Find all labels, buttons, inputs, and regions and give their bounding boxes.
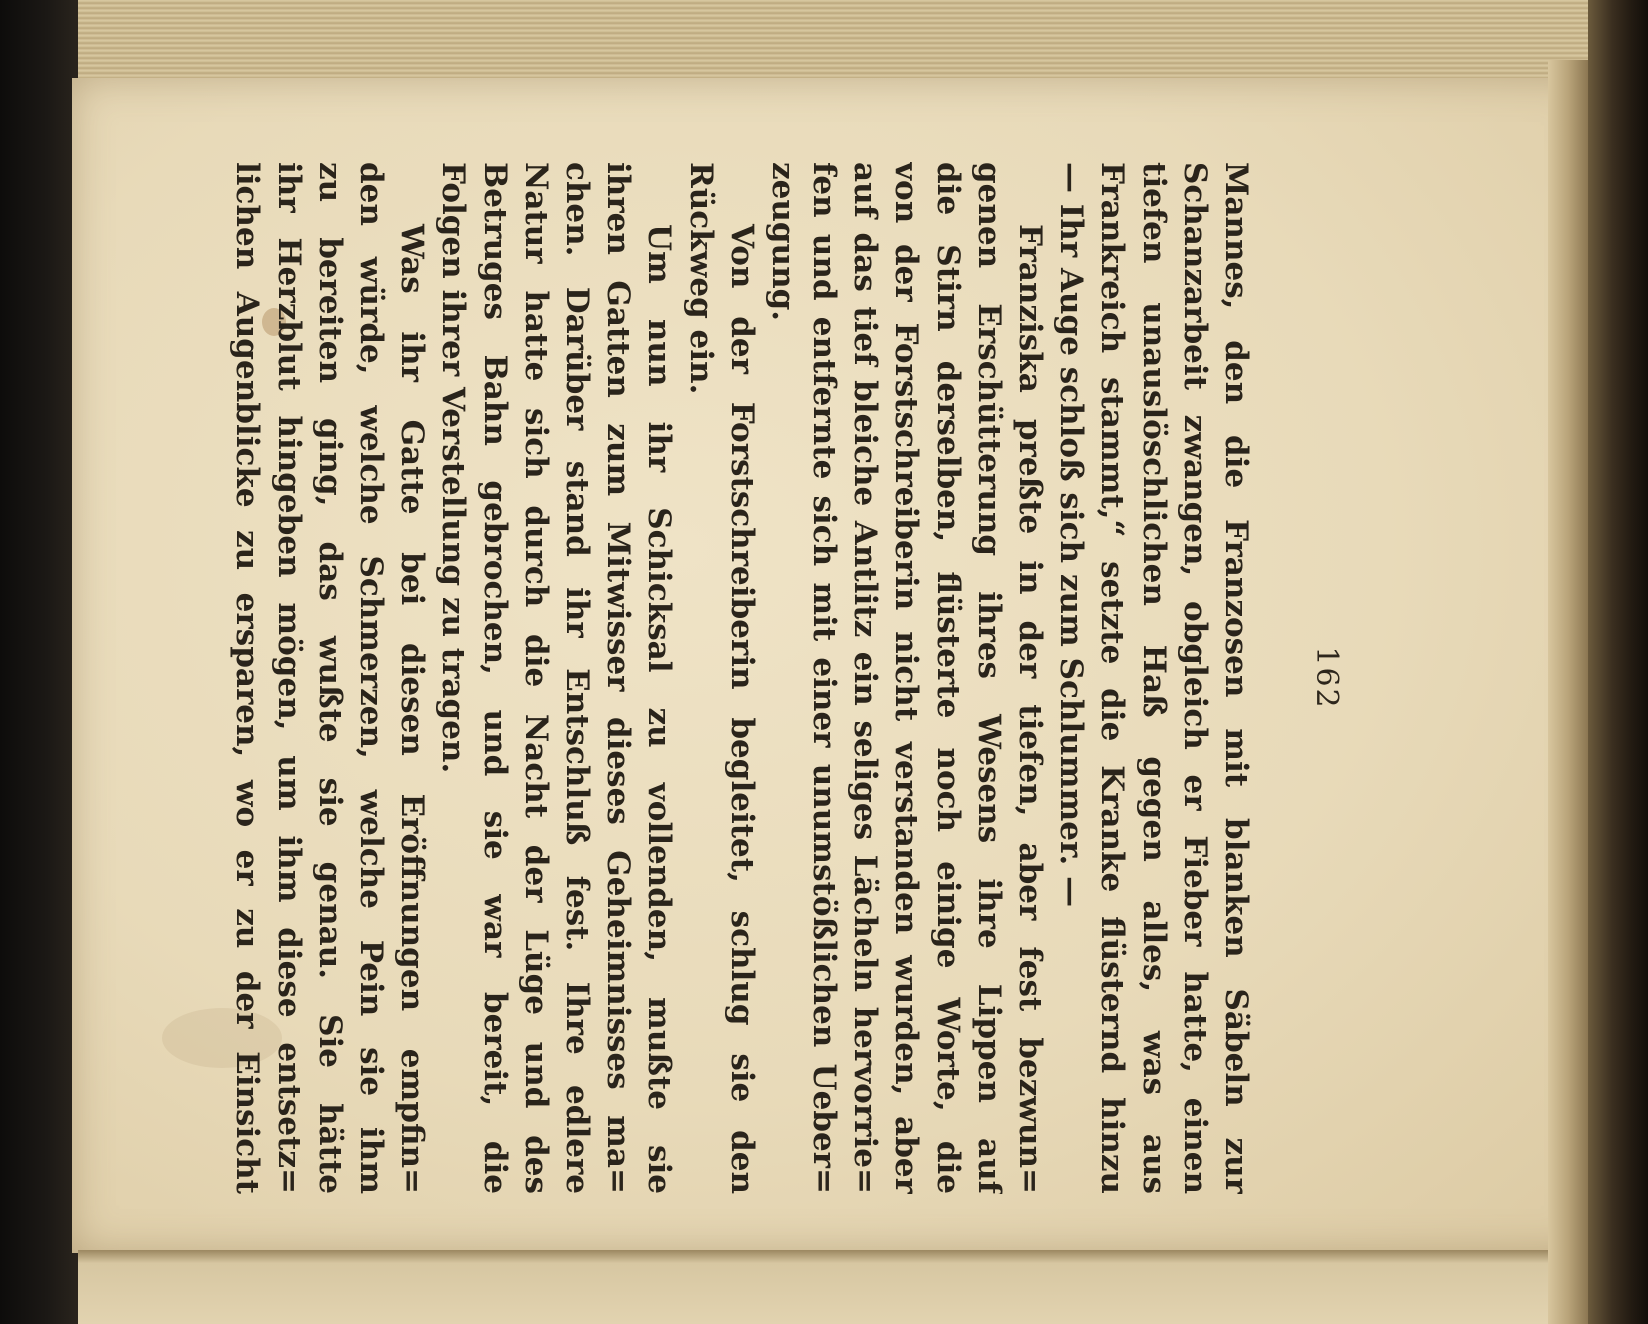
text-line: Rückweg ein. xyxy=(682,162,719,395)
text-line: Franziska preßte in der tiefen, aber fest bezwun= xyxy=(1012,224,1049,1194)
text-line: Folgen ihrer Verstellung zu tragen. xyxy=(435,162,472,774)
text-line: tiefen unauslöschlichen Haß gegen alles, was aus xyxy=(1135,162,1172,1194)
text-line: — Ihr Auge schloß sich zum Schlummer. — xyxy=(1053,162,1090,908)
body-text xyxy=(226,162,1256,1194)
text-line: Schanzarbeit zwangen, obgleich er Fieber hatte, einen xyxy=(1176,162,1213,1194)
text-line: Natur hatte sich durch die Nacht der Lüge und des xyxy=(517,162,554,1194)
text-line: Was ihr Gatte bei diesen Eröffnungen empfin= xyxy=(394,224,431,1194)
text-line: ihren Gatten zum Mitwisser dieses Geheimnisses ma= xyxy=(600,162,637,1194)
text-line: zu bereiten ging, das wußte sie genau. Sie hätte xyxy=(311,162,348,1194)
page-number: 162 xyxy=(1309,646,1344,710)
text-line: genen Erschütterung ihres Wesens ihre Lippen auf xyxy=(970,162,1007,1194)
text-line: Frankreich stammt,“ setzte die Kranke flüsternd hinzu xyxy=(1094,162,1131,1194)
text-line: zeugung. xyxy=(764,162,801,322)
text-line: Betruges Bahn gebrochen, und sie war bereit, die xyxy=(476,162,513,1194)
book-gutter xyxy=(1548,60,1588,1324)
text-line: ihr Herzblut hingeben mögen, um ihm diese entsetz= xyxy=(270,162,307,1194)
rotated-text-frame xyxy=(229,162,1344,1234)
text-line: lichen Augenblicke zu ersparen, wo er zu der Einsicht xyxy=(229,162,266,1194)
text-line: Mannes, den die Franzosen mit blanken Säbeln zur xyxy=(1218,162,1254,1194)
page-text xyxy=(229,162,1344,1194)
text-line: chen. Darüber stand ihr Entschluß fest. Ihre edlere xyxy=(559,162,595,1194)
text-line: Um nun ihr Schicksal zu vollenden, mußte sie xyxy=(641,224,678,1194)
book-spine xyxy=(1588,0,1648,1324)
facing-page-edge xyxy=(78,1250,1588,1324)
page-block-edges xyxy=(78,0,1618,80)
text-line: Von der Forstschreiberin begleitet, schlug sie den xyxy=(723,224,760,1194)
text-line: fen und entfernte sich mit einer unumstößlichen Ueber= xyxy=(806,162,843,1194)
text-line: den würde, welche Schmerzen, welche Pein sie ihm xyxy=(353,162,390,1194)
text-line: von der Forstschreiberin nicht verstanden wurden, aber xyxy=(888,162,925,1194)
text-line: auf das tief bleiche Antlitz ein seliges Lächeln hervorrie= xyxy=(847,162,884,1194)
text-line: die Stirn derselben, flüsterte noch einige Worte, die xyxy=(929,162,966,1194)
book-cover-edge xyxy=(0,0,78,1324)
